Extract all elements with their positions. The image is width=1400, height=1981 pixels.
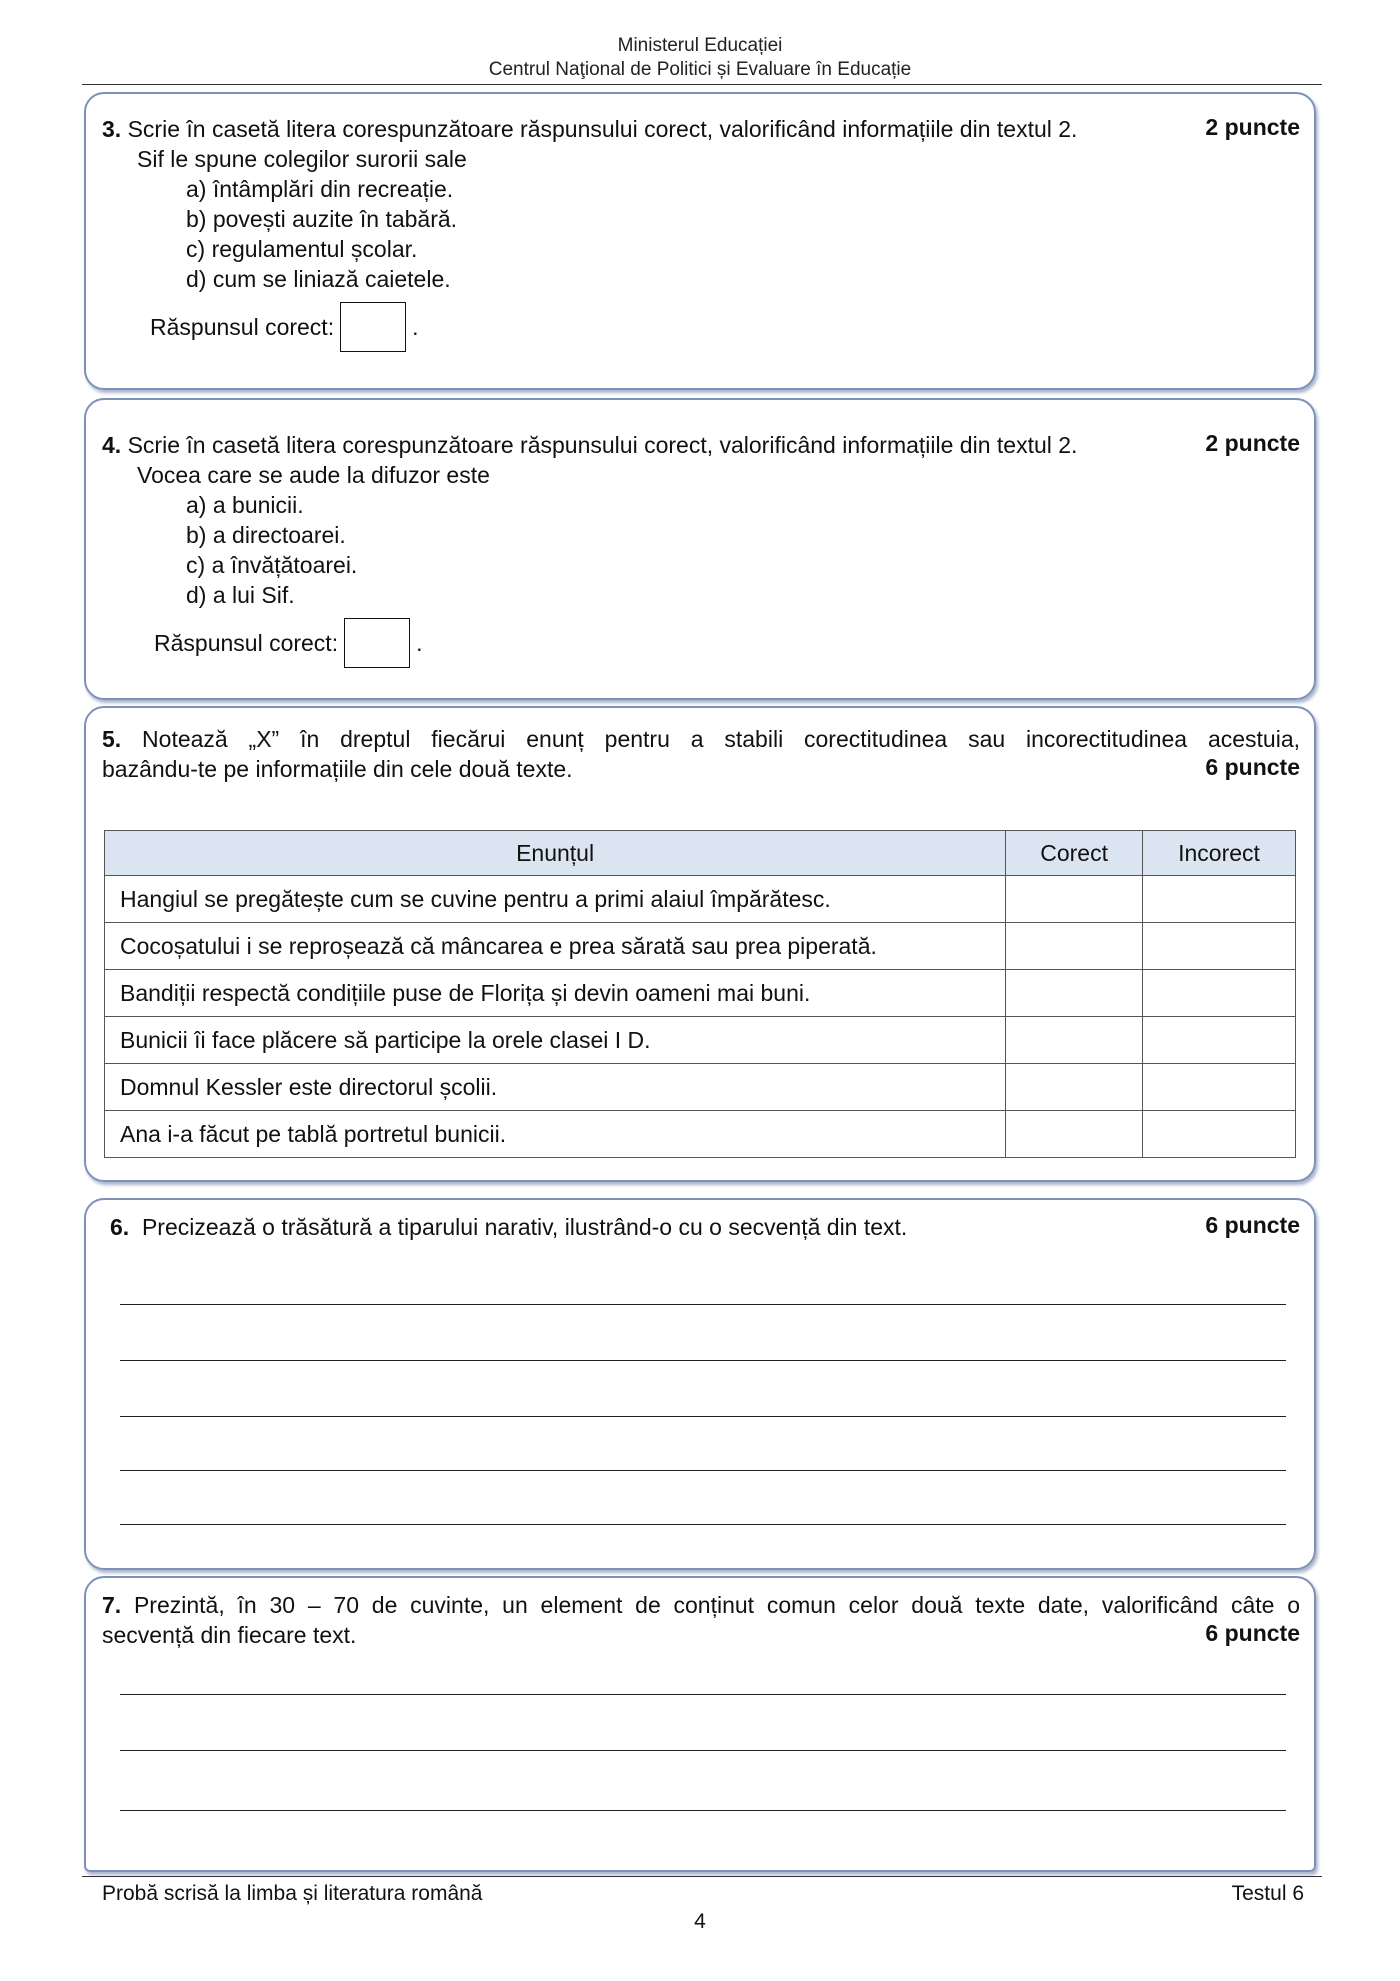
question-3-option-a[interactable]: a) întâmplări din recreație. bbox=[186, 176, 454, 202]
answer-line[interactable] bbox=[120, 1416, 1286, 1417]
answer-line[interactable] bbox=[120, 1304, 1286, 1305]
question-4-option-d[interactable]: d) a lui Sif. bbox=[186, 582, 295, 608]
question-7-box bbox=[84, 1576, 1316, 1872]
question-3-option-b[interactable]: b) povești auzite în tabără. bbox=[186, 206, 458, 232]
question-3-answer-label: Răspunsul corect: bbox=[150, 313, 335, 340]
table-row bbox=[105, 970, 1296, 1017]
footer-test-number: Testul 6 bbox=[1231, 1882, 1304, 1905]
question-7-number: 7. bbox=[102, 1592, 122, 1618]
question-4-box bbox=[84, 398, 1316, 700]
question-5-instruction-line2: bazându-te pe informațiile din cele două texte. bbox=[102, 756, 573, 782]
header-ministry: Ministerul Educației bbox=[617, 35, 783, 56]
column-header-correct: Corect bbox=[1006, 831, 1143, 876]
table-row bbox=[105, 876, 1296, 923]
question-5-box bbox=[84, 706, 1316, 1182]
question-6-box bbox=[84, 1198, 1316, 1570]
correct-cell[interactable] bbox=[1006, 970, 1143, 1017]
question-3-answer-row: Răspunsul corect: . bbox=[150, 302, 418, 352]
question-5-points: 6 puncte bbox=[1205, 754, 1300, 780]
question-4-answer-row: Răspunsul corect: . bbox=[154, 618, 422, 668]
question-3-stem: Sif le spune colegilor surorii sale bbox=[137, 146, 467, 172]
incorrect-cell[interactable] bbox=[1143, 1111, 1296, 1158]
column-header-statement: Enunțul bbox=[105, 831, 1006, 876]
incorrect-cell[interactable] bbox=[1143, 923, 1296, 970]
table-row bbox=[105, 1017, 1296, 1064]
question-4-points: 2 puncte bbox=[1205, 430, 1300, 456]
question-3-instruction: 3. Scrie în casetă litera corespunzătoare răspunsului corect, valorificând informațiile din textul 2. bbox=[102, 116, 1078, 142]
question-4-option-b[interactable]: b) a directoarei. bbox=[186, 522, 346, 548]
correct-cell[interactable] bbox=[1006, 923, 1143, 970]
correct-cell[interactable] bbox=[1006, 1111, 1143, 1158]
question-3-box bbox=[84, 92, 1316, 390]
question-4-number: 4. bbox=[102, 432, 122, 458]
correct-cell[interactable] bbox=[1006, 1064, 1143, 1111]
question-3-option-d[interactable]: d) cum se liniază caietele. bbox=[186, 266, 451, 292]
question-6-instruction: 6. Precizează o trăsătură a tiparului narativ, ilustrând-o cu o secvență din text. bbox=[110, 1214, 908, 1240]
answer-line[interactable] bbox=[120, 1470, 1286, 1471]
page-number: 4 bbox=[694, 1910, 706, 1933]
table-header-row bbox=[105, 831, 1296, 876]
correct-cell[interactable] bbox=[1006, 1017, 1143, 1064]
question-4-instruction: 4. Scrie în casetă litera corespunzătoare răspunsului corect, valorificând informațiile din textul 2. bbox=[102, 432, 1078, 458]
statement-text: Hangiul se pregătește cum se cuvine pentru a primi alaiul împărătesc. bbox=[105, 876, 1006, 923]
question-6-points: 6 puncte bbox=[1205, 1212, 1300, 1238]
incorrect-cell[interactable] bbox=[1143, 1017, 1296, 1064]
answer-line[interactable] bbox=[120, 1810, 1286, 1811]
question-7-points: 6 puncte bbox=[1205, 1620, 1300, 1646]
correct-cell[interactable] bbox=[1006, 876, 1143, 923]
question-6-number: 6. bbox=[110, 1214, 130, 1240]
statement-text: Cocoșatului i se reproșează că mâncarea e prea sărată sau prea piperată. bbox=[105, 923, 1006, 970]
header-center: Centrul Naţional de Politici și Evaluare în Educație bbox=[488, 59, 912, 80]
statement-text: Domnul Kessler este directorul școlii. bbox=[105, 1064, 1006, 1111]
incorrect-cell[interactable] bbox=[1143, 970, 1296, 1017]
question-7-instruction-line1: 7. Prezintă, în 30 – 70 de cuvinte, un element de conținut comun celor două texte date, valorificând câte o bbox=[102, 1592, 1300, 1618]
question-4-stem: Vocea care se aude la difuzor este bbox=[137, 462, 490, 488]
statement-text: Ana i-a făcut pe tablă portretul bunicii. bbox=[105, 1111, 1006, 1158]
question-4-option-a[interactable]: a) a bunicii. bbox=[186, 492, 304, 518]
question-4-answer-box[interactable] bbox=[344, 618, 410, 668]
question-5-number: 5. bbox=[102, 726, 122, 752]
statement-text: Bunicii îi face plăcere să participe la orele clasei I D. bbox=[105, 1017, 1006, 1064]
column-header-incorrect: Incorect bbox=[1143, 831, 1296, 876]
question-3-number: 3. bbox=[102, 116, 122, 142]
question-4-answer-label: Răspunsul corect: bbox=[154, 629, 339, 656]
footer-divider bbox=[82, 1876, 1322, 1877]
footer-exam-title: Probă scrisă la limba și literatura română bbox=[102, 1882, 483, 1905]
statements-table bbox=[104, 830, 1296, 1158]
answer-line[interactable] bbox=[120, 1360, 1286, 1361]
answer-line[interactable] bbox=[120, 1694, 1286, 1695]
page-header bbox=[0, 34, 1400, 82]
question-4-option-c[interactable]: c) a învățătoarei. bbox=[186, 552, 358, 578]
header-divider bbox=[82, 84, 1322, 85]
incorrect-cell[interactable] bbox=[1143, 876, 1296, 923]
question-5-instruction-line1: 5. Notează „X” în dreptul fiecărui enunț pentru a stabili corectitudinea sau incorectitudinea acestuia, bbox=[102, 726, 1301, 752]
table-row bbox=[105, 1064, 1296, 1111]
table-row bbox=[105, 923, 1296, 970]
answer-line[interactable] bbox=[120, 1524, 1286, 1525]
table-row bbox=[105, 1111, 1296, 1158]
question-3-points: 2 puncte bbox=[1205, 114, 1300, 140]
statement-text: Bandiții respectă condițiile puse de Florița și devin oameni mai buni. bbox=[105, 970, 1006, 1017]
answer-line[interactable] bbox=[120, 1750, 1286, 1751]
incorrect-cell[interactable] bbox=[1143, 1064, 1296, 1111]
question-3-answer-box[interactable] bbox=[340, 302, 406, 352]
question-7-instruction-line2: secvență din fiecare text. bbox=[102, 1622, 357, 1648]
question-3-option-c[interactable]: c) regulamentul școlar. bbox=[186, 236, 418, 262]
